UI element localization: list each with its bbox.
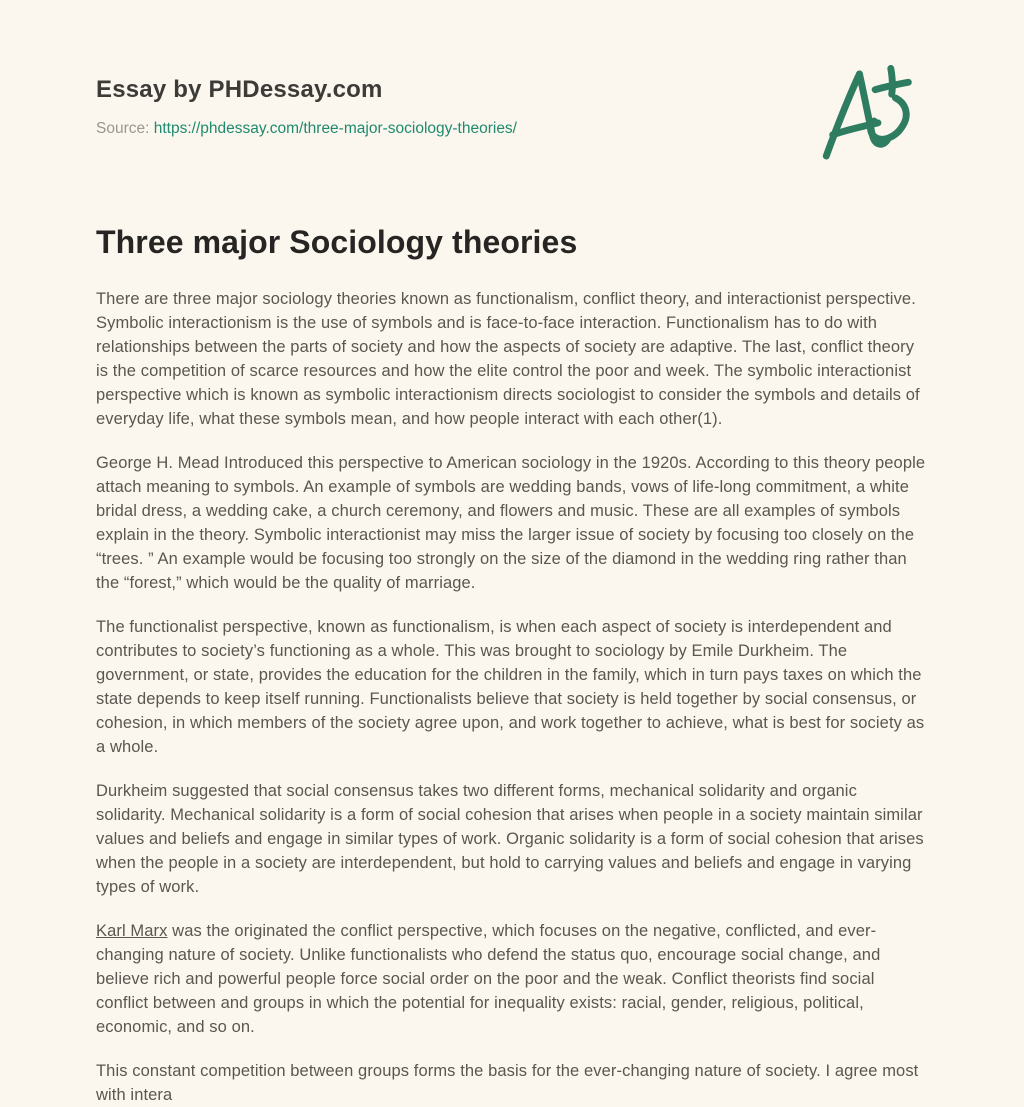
source-label: Source: (96, 120, 150, 137)
essay-paragraph-1: There are three major sociology theories known as functionalism, conflict theory, and interactionist perspective. Symbolic interactionism is the use of symbols and is face-to-face interaction. Functionalism has to do with relationships between the parts of society and how the aspects of society are adaptive. The last, conflict theory is the competition of scarce resources and how the elite control the poor and week. The symbolic interactionist perspective which is known as symbolic interactionism directs sociologist to consider the symbols and details of everyday life, what these symbols mean, and how people interact with each other(1). (96, 290, 920, 428)
site-header-title: Essay by PHDessay.com (96, 76, 383, 103)
essay-paragraph-4: Durkheim suggested that social consensus takes two different forms, mechanical solidarity and organic solidarity. Mechanical solidarity is a form of social cohesion that arises when people in a society maintain similar values and beliefs and engage in similar types of work. Organic solidarity is a form of social cohesion that arises when the people in a society are interdependent, but hold to carrying values and beliefs and engage in varying types of work. (96, 782, 924, 896)
essay-paragraph-3: The functionalist perspective, known as functionalism, is when each aspect of society is interdependent and contributes to society’s functioning as a whole. This was brought to sociology by Emile Durkheim. The government, or state, provides the education for the children in the family, which in turn pays taxes on which the state depends to keep itself running. Functionalists believe that society is held together by social consensus, or cohesion, in which members of the society agree upon, and work together to achieve, what is best for society as a whole. (96, 618, 925, 756)
karl-marx-link[interactable]: Karl Marx (96, 922, 168, 940)
source-url-link[interactable]: https://phdessay.com/three-major-sociology-theories/ (153, 120, 517, 137)
essay-paragraph-5-text: was the originated the conflict perspective, which focuses on the negative, conflicted, and ever-changing nature of society. Unlike functionalists who defend the status quo, encourage social change, and believe rich and powerful people force social order on the poor and the weak. Conflict theorists find social conflict between and groups in which the potential for inequality exists: racial, gender, religious, political, economic, and so on. (96, 922, 881, 1036)
essay-title: Three major Sociology theories (96, 224, 578, 260)
essay-paragraph-5 (96, 919, 930, 1039)
essay-body (96, 287, 930, 1107)
essay-paragraph-6: This constant competition between groups forms the basis for the ever-changing nature of society. I agree most with intera (96, 1062, 919, 1104)
page-header (96, 76, 928, 138)
essay-paragraph-2: George H. Mead Introduced this perspective to American sociology in the 1920s. According to this theory people attach meaning to symbols. An example of symbols are wedding bands, vows of life-long commitment, a white bridal dress, a wedding cake, a church ceremony, and flowers and music. These are all examples of symbols explain in the theory. Symbolic interactionist may miss the larger issue of society by focusing too closely on the “trees. ” An example would be focusing too strongly on the size of the diamond in the wedding ring rather than the “forest,” which would be the quality of marriage. (96, 454, 926, 592)
source-line (96, 120, 928, 138)
a-plus-logo-icon (818, 62, 912, 168)
